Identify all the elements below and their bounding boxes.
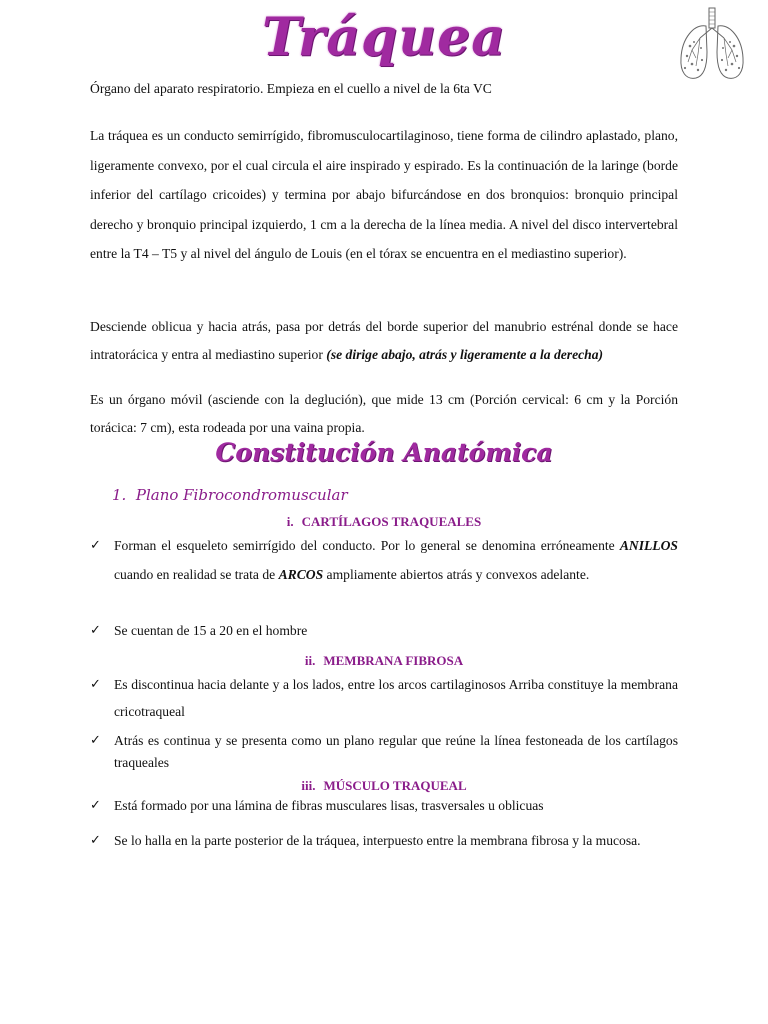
subsection-heading <box>112 484 348 506</box>
paragraph-trajectory-text: Desciende oblicua y hacia atrás, pasa por detrás del borde superior del manubrio estrénal donde se hace intratorácica y entra al mediastino superior <box>90 319 678 362</box>
section-title: Constitución Anatómica <box>215 438 553 467</box>
paragraph-trajectory-emphasis: (se dirige abajo, atrás y ligeramente a la derecha) <box>326 347 604 362</box>
list-item-text <box>114 531 678 589</box>
checkmark-icon: ✓ <box>90 833 101 848</box>
list-item <box>90 620 678 642</box>
checkmark-icon: ✓ <box>90 623 101 638</box>
text-part: Forman el esqueleto semirrígido del conducto. Por lo general se denomina erróneamente <box>114 538 620 553</box>
term-arcos: ARCOS <box>278 567 324 582</box>
heading-membrana-number: ii. <box>304 653 316 668</box>
list-item-text: Atrás es continua y se presenta como un plano regular que reúne la línea festoneada de los cartílagos traqueales <box>114 733 678 770</box>
checkmark-icon: ✓ <box>90 798 101 813</box>
list-item <box>90 531 678 589</box>
term-anillos: ANILLOS <box>619 538 678 553</box>
paragraph-trajectory <box>90 313 678 369</box>
subsection-number: 1. <box>112 486 127 504</box>
lungs-illustration <box>676 6 748 86</box>
intro-text: Órgano del aparato respiratorio. Empieza en el cuello a nivel de la 6ta VC <box>90 81 492 96</box>
heading-cartilagos-label: CARTÍLAGOS TRAQUEALES <box>301 514 482 529</box>
heading-musculo <box>0 777 768 795</box>
list-item-text: Está formado por una lámina de fibras musculares lisas, trasversales u oblicuas <box>114 798 544 813</box>
list-item <box>90 671 678 725</box>
list-item <box>90 832 678 849</box>
subsection-title: Plano Fibrocondromuscular <box>135 486 348 504</box>
heading-musculo-number: iii. <box>301 778 316 793</box>
heading-musculo-label: MÚSCULO TRAQUEAL <box>323 778 467 793</box>
paragraph-mobility: Es un órgano móvil (asciende con la deglución), que mide 13 cm (Porción cervical: 6 cm y la Porción torácica: 7 cm), esta rodeada por una vaina propia. <box>90 392 678 435</box>
checkmark-icon: ✓ <box>90 538 101 553</box>
heading-cartilagos-number: i. <box>286 514 294 529</box>
list-item-text: Es discontinua hacia delante y a los lados, entre los arcos cartilaginosos Arriba constituye la membrana cricotraqueal <box>114 677 678 719</box>
checkmark-icon: ✓ <box>90 677 101 692</box>
checkmark-icon: ✓ <box>90 733 101 748</box>
heading-membrana-label: MEMBRANA FIBROSA <box>323 653 464 668</box>
text-part: ampliamente abiertos atrás y convexos adelante. <box>323 567 590 582</box>
page-title: Tráquea <box>262 7 506 68</box>
heading-membrana <box>0 652 768 670</box>
list-item-text: Se cuentan de 15 a 20 en el hombre <box>114 623 308 638</box>
heading-cartilagos <box>0 513 768 531</box>
list-item <box>90 730 678 774</box>
text-part: cuando en realidad se trata de <box>114 567 279 582</box>
list-item <box>90 795 678 817</box>
list-item-text: Se lo halla en la parte posterior de la tráquea, interpuesto entre la membrana fibrosa y la mucosa. <box>114 833 641 848</box>
paragraph-description: La tráquea es un conducto semirrígido, fibromusculocartilaginoso, tiene forma de cilindro aplastado, plano, ligeramente convexo, por el cual circula el aire inspirado y espirado. Es la continuación de la laringe (borde inferior del cartílago cricoides) y termina por abajo bifurcándose en dos bronquios: bronquio principal derecho y bronquio principal izquierdo, 1 cm a la derecha de la línea media. A nivel del disco intervertebral entre la T4 – T5 y al nivel del ángulo de Louis (en el tórax se encuentra en el mediastino superior). <box>90 128 678 262</box>
